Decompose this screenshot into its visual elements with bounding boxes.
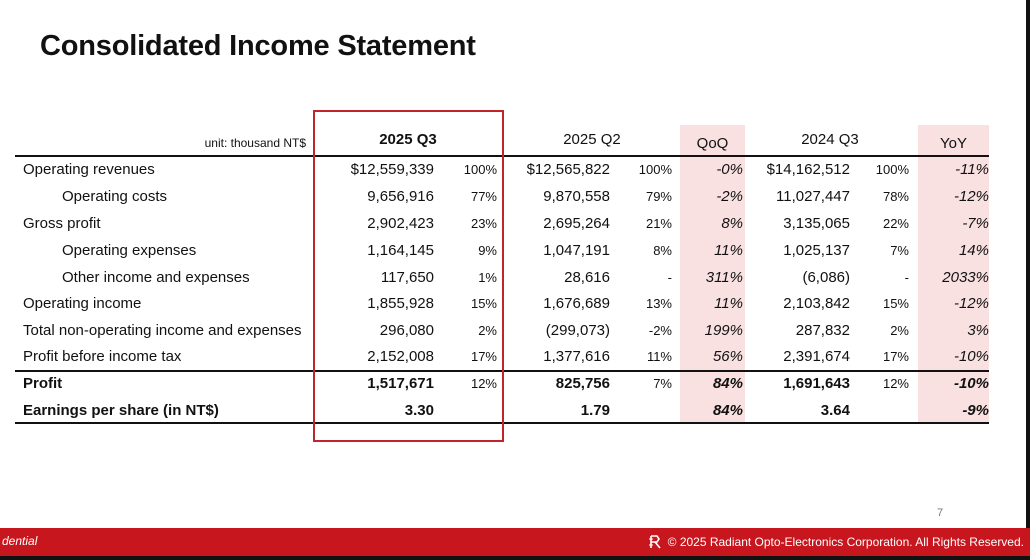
row-label: Gross profit — [23, 215, 101, 232]
qoq-change: 84% — [712, 402, 743, 419]
yoy-change: -10% — [953, 348, 989, 365]
page-number: 7 — [937, 507, 944, 519]
qoq-change: -2% — [716, 188, 743, 205]
q2-percent: - — [667, 270, 672, 285]
q2-value: (299,073) — [545, 322, 610, 339]
q3-value: 296,080 — [379, 322, 434, 339]
q2-percent: 100% — [638, 162, 672, 177]
q3-2024-value: 3,135,065 — [783, 215, 850, 232]
header-qoq: QoQ — [696, 135, 729, 152]
qoq-change: -0% — [716, 161, 743, 178]
header-2024-q3: 2024 Q3 — [801, 131, 859, 148]
q3-2024-percent: - — [904, 270, 909, 285]
q3-2024-value: 1,025,137 — [783, 242, 850, 259]
q2-percent: 21% — [645, 216, 672, 231]
q3-value: $12,559,339 — [350, 161, 434, 178]
q3-percent: 1% — [478, 270, 497, 285]
row-label: Profit — [23, 375, 63, 392]
q2-value: 1.79 — [580, 402, 610, 419]
q3-2024-percent: 2% — [890, 323, 909, 338]
qoq-change: 311% — [705, 269, 743, 286]
yoy-change: -12% — [953, 188, 989, 205]
yoy-change: -9% — [962, 402, 989, 419]
q3-2024-value: 3.64 — [820, 402, 850, 419]
page-title: Consolidated Income Statement — [40, 30, 476, 62]
q3-2024-percent: 15% — [882, 296, 909, 311]
q3-2024-value: 287,832 — [795, 322, 850, 339]
q3-2024-value: 2,103,842 — [783, 295, 850, 312]
row-label: Operating revenues — [23, 161, 155, 178]
qoq-change: 84% — [712, 375, 743, 392]
q2-value: 1,047,191 — [543, 242, 610, 259]
q3-2024-percent: 7% — [890, 243, 909, 258]
qoq-change: 11% — [714, 295, 743, 312]
q2-value: $12,565,822 — [526, 161, 610, 178]
bottom-edge-bar — [0, 556, 1030, 560]
row-label: Total non-operating income and expenses — [23, 322, 302, 339]
q3-2024-percent: 22% — [882, 216, 909, 231]
company-logo-icon — [648, 534, 664, 550]
yoy-change: -7% — [962, 215, 989, 232]
q3-percent: 12% — [470, 376, 497, 391]
yoy-change: 14% — [958, 242, 989, 259]
yoy-change: 2033% — [942, 269, 989, 286]
q2-percent: -2% — [648, 323, 672, 338]
q2-value: 1,676,689 — [543, 295, 610, 312]
q3-percent: 2% — [478, 323, 497, 338]
q2-percent: 79% — [645, 189, 672, 204]
q2-percent: 8% — [653, 243, 672, 258]
q3-highlight-box — [313, 110, 504, 442]
q3-value: 2,152,008 — [367, 348, 434, 365]
q3-value: 1,164,145 — [367, 242, 434, 259]
q3-value: 3.30 — [404, 402, 434, 419]
q2-value: 825,756 — [555, 375, 610, 392]
footer-bar — [0, 528, 1030, 556]
q3-percent: 23% — [470, 216, 497, 231]
header-2025-q3: 2025 Q3 — [379, 131, 437, 148]
q2-value: 1,377,616 — [543, 348, 610, 365]
q3-value: 1,855,928 — [367, 295, 434, 312]
q3-2024-percent: 17% — [882, 349, 909, 364]
header-2025-q2: 2025 Q2 — [563, 131, 621, 148]
row-label: Operating expenses — [62, 242, 197, 259]
q2-value: 28,616 — [564, 269, 610, 286]
right-edge-bar — [1026, 0, 1030, 528]
footer-confidential-text: dential — [2, 534, 38, 548]
q3-percent: 9% — [478, 243, 497, 258]
qoq-change: 11% — [714, 242, 743, 259]
footer-copyright — [648, 534, 1024, 550]
q2-percent: 7% — [653, 376, 672, 391]
row-label: Operating costs — [62, 188, 168, 205]
qoq-change: 56% — [712, 348, 743, 365]
q3-2024-value: 11,027,447 — [776, 188, 850, 205]
q3-2024-value: 1,691,643 — [783, 375, 850, 392]
qoq-change: 199% — [704, 322, 743, 339]
yoy-change: -10% — [953, 375, 989, 392]
q2-percent: 13% — [645, 296, 672, 311]
q3-value: 2,902,423 — [367, 215, 434, 232]
q3-2024-percent: 78% — [882, 189, 909, 204]
yoy-change: -12% — [953, 295, 989, 312]
copyright-text: © 2025 Radiant Opto-Electronics Corporation. All Rights Reserved. — [667, 535, 1024, 549]
q3-percent: 100% — [463, 162, 497, 177]
yoy-change: -11% — [955, 161, 989, 178]
q2-value: 9,870,558 — [543, 188, 610, 205]
q3-value: 117,650 — [380, 269, 434, 286]
q3-percent: 77% — [470, 189, 497, 204]
q3-2024-value: (6,086) — [802, 269, 850, 286]
row-label: Earnings per share (in NT$) — [23, 402, 219, 419]
row-label: Operating income — [23, 295, 142, 312]
q3-2024-percent: 100% — [875, 162, 909, 177]
header-yoy: YoY — [940, 135, 967, 152]
q3-value: 9,656,916 — [367, 188, 434, 205]
unit-label: unit: thousand NT$ — [204, 136, 306, 150]
q3-2024-value: 2,391,674 — [783, 348, 850, 365]
q3-2024-value: $14,162,512 — [766, 161, 850, 178]
q2-value: 2,695,264 — [543, 215, 610, 232]
qoq-change: 8% — [721, 215, 743, 232]
row-label: Profit before income tax — [23, 348, 182, 365]
yoy-change: 3% — [967, 322, 989, 339]
q3-percent: 15% — [470, 296, 497, 311]
q2-percent: 11% — [646, 349, 672, 364]
q3-value: 1,517,671 — [367, 375, 434, 392]
q3-percent: 17% — [470, 349, 497, 364]
row-label: Other income and expenses — [62, 269, 250, 286]
q3-2024-percent: 12% — [882, 376, 909, 391]
